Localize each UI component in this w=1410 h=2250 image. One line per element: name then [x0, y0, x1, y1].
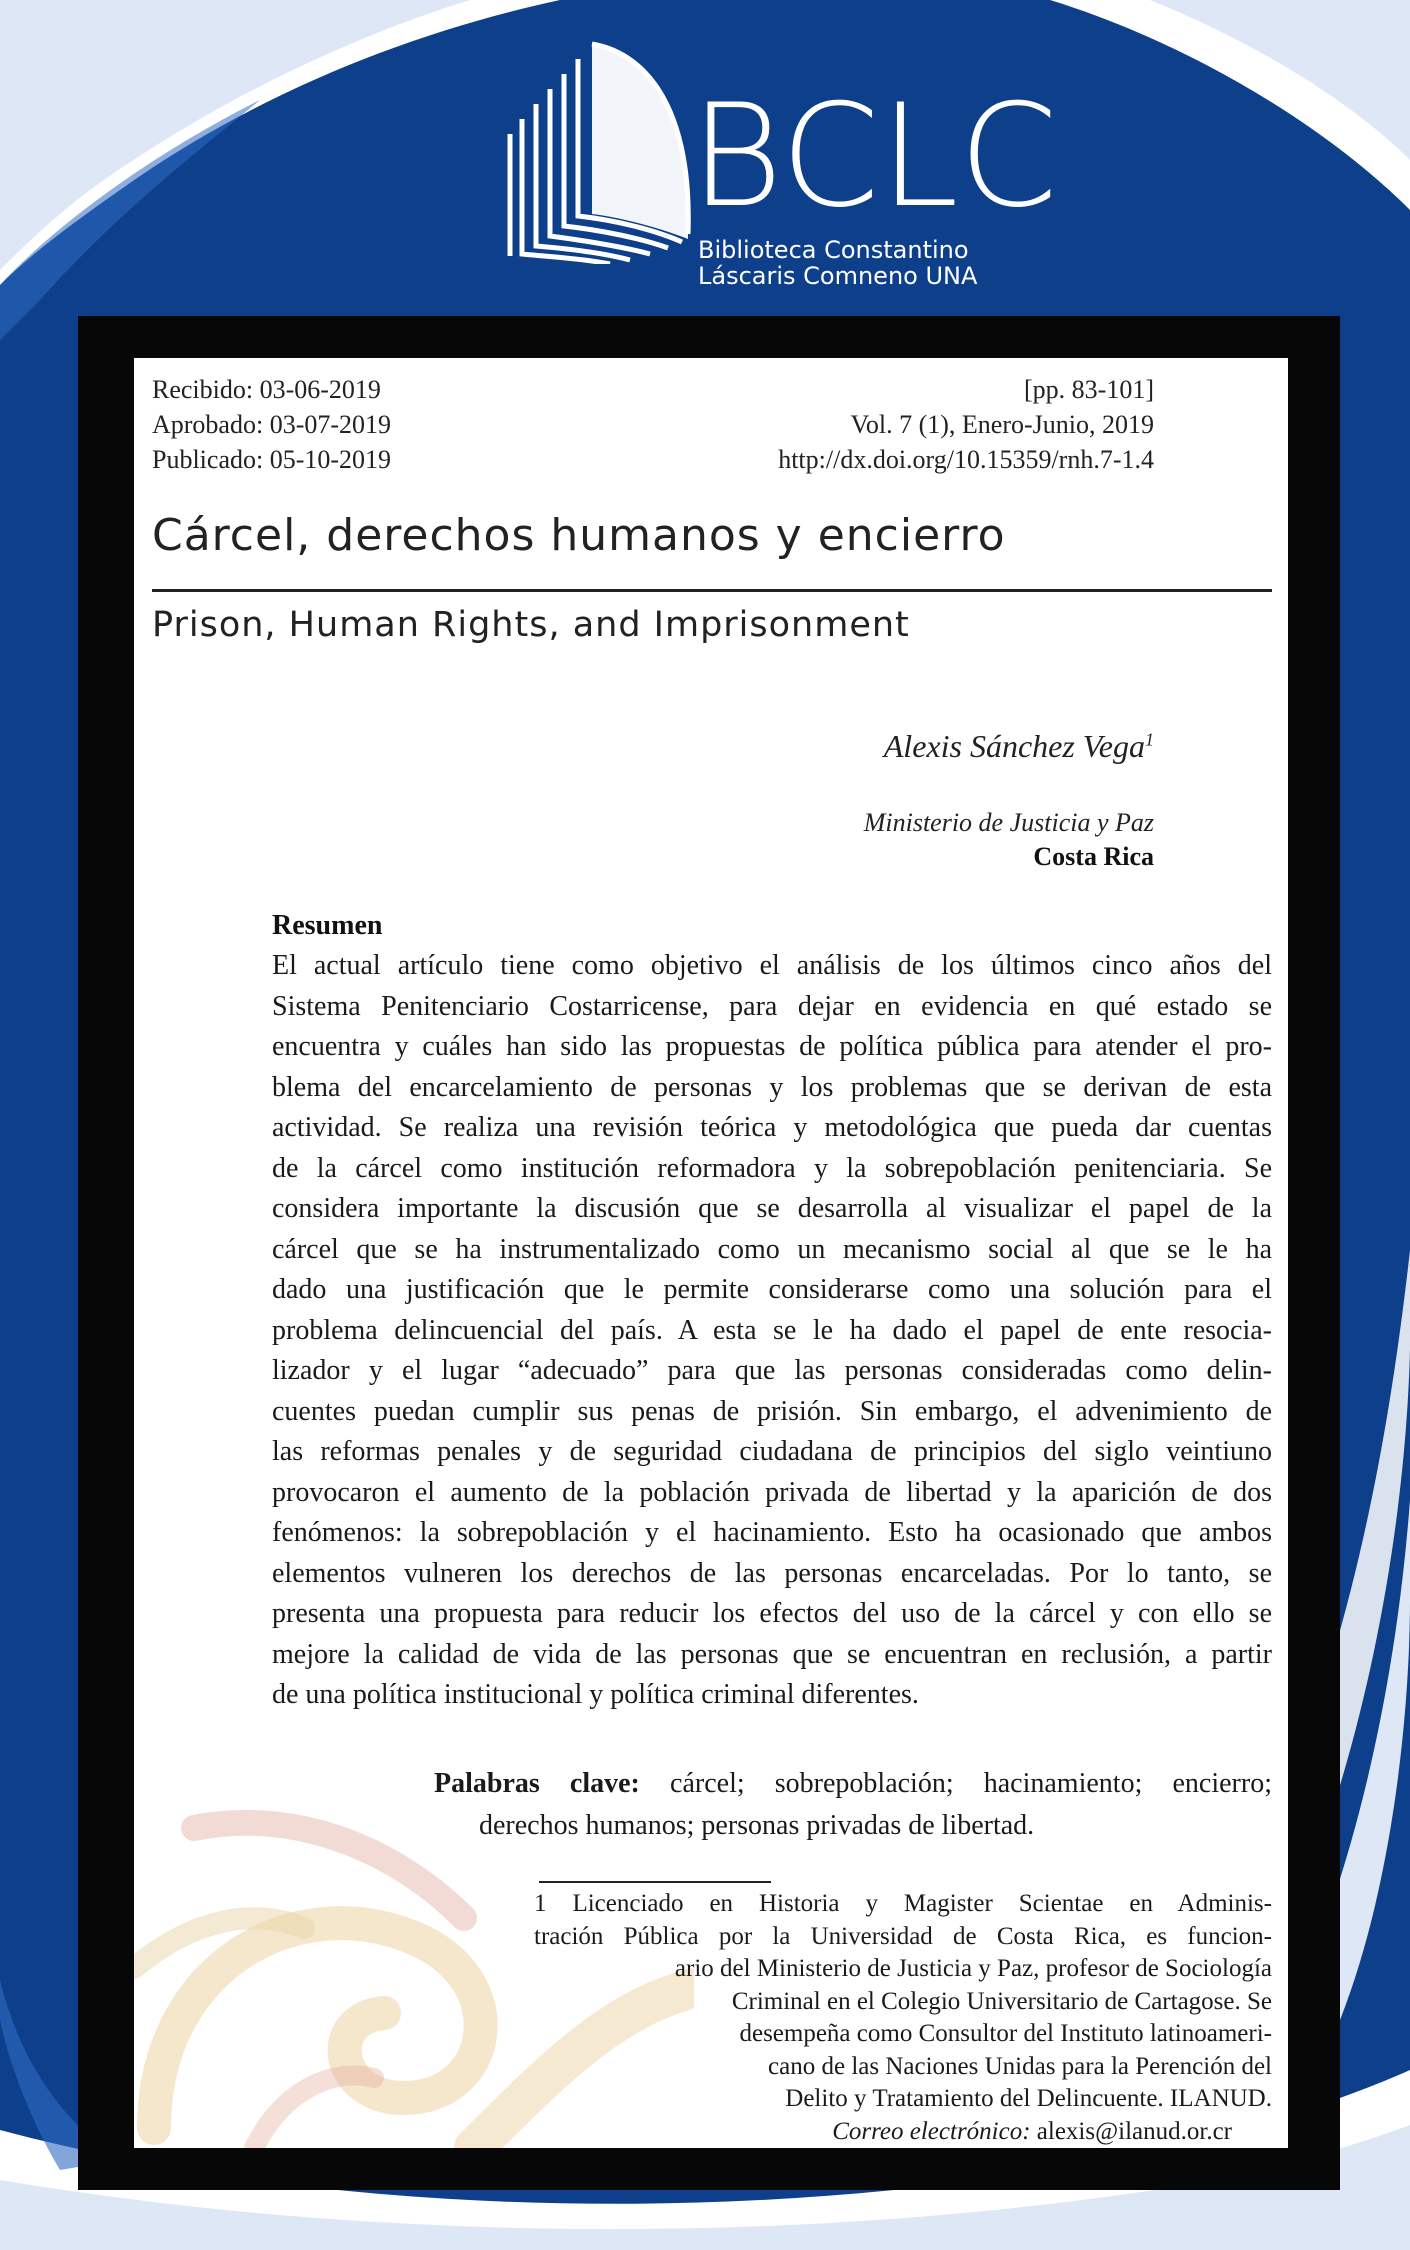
- footnote-line: 1 Licenciado en Historia y Magister Scientae en Adminis-: [534, 1890, 1272, 1917]
- abstract-line: cuentes puedan cumplir sus penas de prisión. Sin embargo, el advenimiento de: [272, 1395, 1272, 1427]
- footnote-line: desempeña como Consultor del Instituto latinoameri-: [739, 2020, 1272, 2047]
- published-date: Publicado: 05-10-2019: [152, 445, 392, 474]
- abstract-line: blema del encarcelamiento de personas y los problemas que se derivan de esta: [272, 1071, 1272, 1103]
- library-building-icon: [500, 34, 700, 264]
- author-footnote: [534, 1888, 1272, 2148]
- logo-name-line1: Biblioteca Constantino: [698, 236, 969, 264]
- abstract-line: fenómenos: la sobrepoblación y el hacinamiento. Esto ha ocasionado que ambos: [272, 1517, 1272, 1548]
- footnote-line: Criminal en el Colegio Universitario de Cartagose. Se: [731, 1987, 1272, 2015]
- abstract-line: cárcel que se ha instrumentalizado como un mecanismo social al que se le ha: [272, 1233, 1272, 1265]
- bclc-logo: [500, 28, 1058, 290]
- abstract-line: considera importante la discusión que se desarrolla al visualizar el papel de la: [272, 1193, 1272, 1224]
- approved-date: Aprobado: 03-07-2019: [152, 410, 392, 439]
- footnote-line: ario del Ministerio de Justicia y Paz, profesor de Sociología: [674, 1955, 1272, 1982]
- abstract-line: El actual artículo tiene como objetivo el análisis de los últimos cinco años del: [272, 950, 1272, 981]
- keywords-line1: cárcel; sobrepoblación; hacinamiento; encierro;: [670, 1768, 1272, 1799]
- footnote-line: cano de las Naciones Unidas para la Perención del: [768, 2052, 1272, 2080]
- abstract-line: de una política institucional y política criminal diferentes.: [272, 1679, 919, 1710]
- author-note-mark: 1: [1145, 729, 1154, 750]
- abstract-line: las reformas penales y de seguridad ciudadana de principios del siglo veintiuno: [272, 1436, 1272, 1467]
- author-institution: Ministerio de Justicia y Paz: [863, 808, 1154, 837]
- author-email[interactable]: alexis@ilanud.or.cr: [1036, 2117, 1232, 2145]
- dates-block: [152, 372, 391, 477]
- abstract-line: provocaron el aumento de la población privada de libertad y la aparición de dos: [272, 1476, 1272, 1508]
- keywords-label: Palabras clave:: [434, 1768, 640, 1799]
- abstract-line: lizador y el lugar “adecuado” para que las personas consideradas como delin-: [272, 1355, 1272, 1386]
- footnote-line: tración Pública por la Universidad de Costa Rica, es funcion-: [534, 1922, 1272, 1950]
- footnote-line: Delito y Tratamiento del Delincuente. ILANUD.: [785, 2085, 1272, 2112]
- abstract-heading: Resumen: [272, 910, 383, 941]
- abstract-line: Sistema Penitenciario Costarricense, para dejar en evidencia en qué estado se: [272, 990, 1272, 1022]
- author-name: Alexis Sánchez Vega$^1$: [883, 728, 1154, 764]
- logo-name-line2: Láscaris Comneno UNA: [698, 262, 978, 290]
- volume-info: Vol. 7 (1), Enero-Junio, 2019: [850, 410, 1154, 439]
- abstract-line: actividad. Se realiza una revisión teórica y metodológica que pueda dar cuentas: [272, 1112, 1272, 1143]
- abstract-text: [272, 946, 1272, 1716]
- keywords-block: [434, 1763, 1272, 1847]
- abstract-line: mejore la calidad de vida de las personas que se encuentran en reclusión, a partir: [272, 1638, 1272, 1670]
- author-country: Costa Rica: [1033, 842, 1154, 871]
- article-subtitle: Prison, Human Rights, and Imprisonment: [152, 605, 910, 645]
- footnote-divider: [539, 1881, 771, 1883]
- citation-block: [778, 372, 1154, 477]
- abstract-line: de la cárcel como institución reformadora y la sobrepoblación penitenciaria. Se: [272, 1152, 1272, 1184]
- keywords-line2: derechos humanos; personas privadas de libertad.: [479, 1810, 1035, 1841]
- abstract-line: presenta una propuesta para reducir los efectos del uso de la cárcel y con ello se: [272, 1598, 1272, 1629]
- abstract-line: elementos vulneren los derechos de las personas encarceladas. Por lo tanto, se: [272, 1557, 1272, 1589]
- page-range: [pp. 83-101]: [1024, 375, 1154, 404]
- email-label: Correo electrónico:: [832, 2117, 1031, 2145]
- received-date: Recibido: 03-06-2019: [152, 375, 381, 404]
- title-divider: [152, 589, 1272, 592]
- article-title: Cárcel, derechos humanos y encierro: [152, 510, 1006, 561]
- logo-acronym: BCLC: [690, 74, 1058, 239]
- abstract-line: dado una justificación que le permite considerarse como una solución para el: [272, 1274, 1272, 1305]
- abstract-line: problema delincuencial del país. A esta se le ha dado el papel de ente resocia-: [272, 1314, 1272, 1346]
- doi-link[interactable]: http://dx.doi.org/10.15359/rnh.7-1.4: [778, 445, 1154, 474]
- article-page: [134, 358, 1288, 2148]
- abstract-line: encuentra y cuáles han sido las propuestas de política pública para atender el pro-: [272, 1031, 1272, 1062]
